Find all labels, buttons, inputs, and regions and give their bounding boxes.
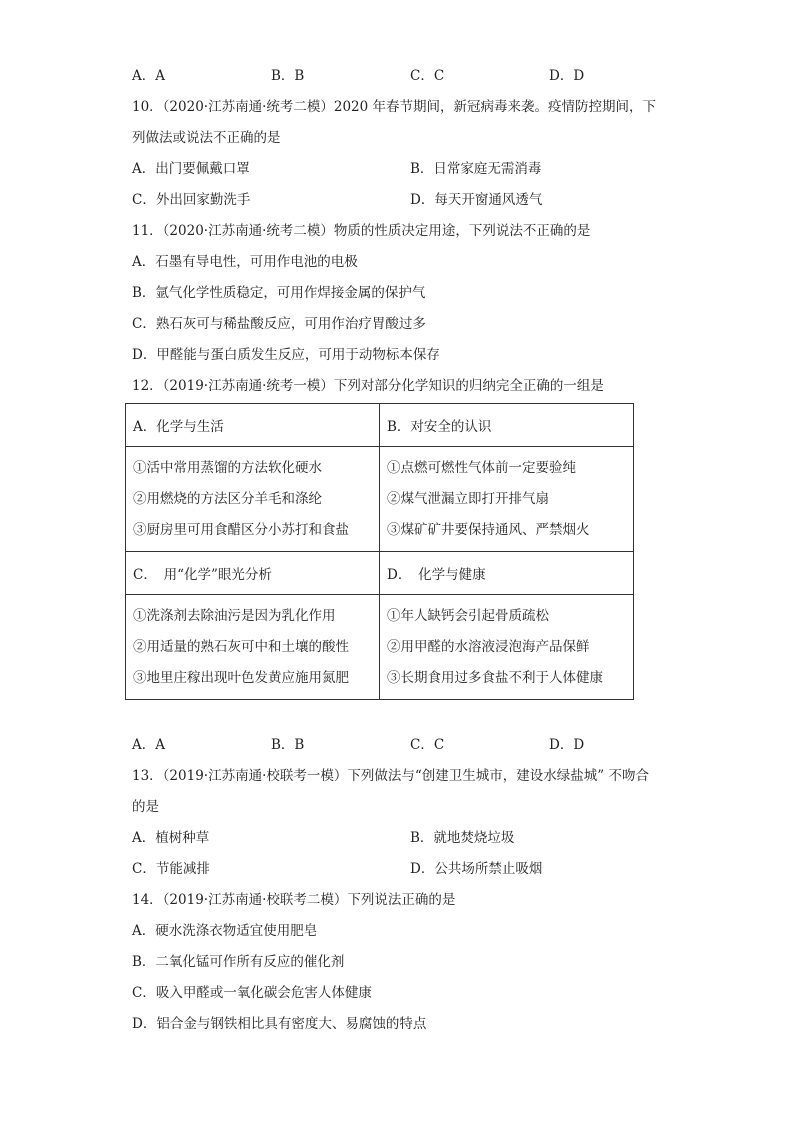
table-a-item-3: ③厨房里可用食醋区分小苏打和食盐 xyxy=(133,521,349,538)
q12-knowledge-table xyxy=(125,403,634,700)
table-cell-c xyxy=(126,595,380,700)
q14-option-b: B．二氧化锰可作所有反应的催化剂 xyxy=(132,954,345,970)
table-head-d: D． 化学与健康 xyxy=(380,552,634,595)
table-a-item-1: ①活中常用蒸馏的方法软化硬水 xyxy=(133,459,322,476)
q13-stem-line1: 13．（2019·江苏南通·校联考一模）下列做法与“创建卫生城市，建设水绿盐城” 不吻合 xyxy=(132,768,649,784)
table-c-item-1: ①洗涤剂去除油污是因为乳化作用 xyxy=(133,607,336,624)
table-cell-d xyxy=(380,595,634,700)
q11-option-c: C．熟石灰可与稀盐酸反应，可用作治疗胃酸过多 xyxy=(132,316,426,332)
table-head-b: B．对安全的认识 xyxy=(380,404,634,447)
q12-stem: 12．（2019·江苏南通·统考一模）下列对部分化学知识的归纳完全正确的一组是 xyxy=(132,378,604,394)
q10-option-d: D．每天开窗通风透气 xyxy=(410,192,543,208)
q10-option-c: C．外出回家勤洗手 xyxy=(132,192,251,208)
table-c-item-3: ③地里庄稼出现叶色发黄应施用氮肥 xyxy=(133,669,349,686)
table-head-c: C． 用“化学”眼光分析 xyxy=(126,552,380,595)
q10-stem-line1: 10．（2020·江苏南通·统考二模）2020 年春节期间，新冠病毒来袭。疫情防控期间，下 xyxy=(132,99,657,115)
q10-option-b: B．日常家庭无需消毒 xyxy=(410,161,542,177)
q14-option-d: D．铝合金与钢铁相比具有密度大、易腐蚀的特点 xyxy=(132,1016,427,1032)
table-d-item-1: ①年人缺钙会引起骨质疏松 xyxy=(387,607,549,624)
q13-option-d: D．公共场所禁止吸烟 xyxy=(410,861,543,877)
q11-option-a: A．石墨有导电性，可用作电池的电极 xyxy=(132,254,358,270)
table-a-item-2: ②用燃烧的方法区分羊毛和涤纶 xyxy=(133,490,322,507)
q13-option-b: B．就地焚烧垃圾 xyxy=(410,830,515,846)
q13-stem-line2: 的是 xyxy=(132,799,159,815)
table-head-a: A．化学与生活 xyxy=(126,404,380,447)
q12-option-c: C．C xyxy=(410,737,445,753)
q9-option-d: D．D xyxy=(549,68,585,84)
q13-option-a: A．植树种草 xyxy=(132,830,210,846)
q14-option-c: C．吸入甲醛或一氧化碳会危害人体健康 xyxy=(132,985,372,1001)
q13-option-c: C．节能减排 xyxy=(132,861,210,877)
table-c-item-2: ②用适量的熟石灰可中和土壤的酸性 xyxy=(133,638,349,655)
table-b-item-2: ②煤气泄漏立即打开排气扇 xyxy=(387,490,549,507)
q12-option-a: A．A xyxy=(132,737,165,753)
q9-option-b: B．B xyxy=(271,68,305,84)
q12-option-b: B．B xyxy=(271,737,305,753)
q12-option-d: D．D xyxy=(549,737,585,753)
q9-option-a: A．A xyxy=(132,68,165,84)
q10-option-a: A．出门要佩戴口罩 xyxy=(132,161,250,177)
table-b-item-3: ③煤矿矿井要保持通风、严禁烟火 xyxy=(387,521,590,538)
q11-option-d: D．甲醛能与蛋白质发生反应，可用于动物标本保存 xyxy=(132,347,440,363)
table-d-item-3: ③长期食用过多食盐不利于人体健康 xyxy=(387,669,603,686)
q14-option-a: A．硬水洗涤衣物适宜使用肥皂 xyxy=(132,923,318,939)
table-d-item-2: ②用甲醛的水溶液浸泡海产品保鲜 xyxy=(387,638,590,655)
q10-stem-line2: 列做法或说法不正确的是 xyxy=(132,130,281,146)
table-cell-b xyxy=(380,447,634,552)
table-b-item-1: ①点燃可燃性气体前一定要验纯 xyxy=(387,459,576,476)
q11-stem: 11．（2020·江苏南通·统考二模）物质的性质决定用途，下列说法不正确的是 xyxy=(132,223,591,239)
table-cell-a xyxy=(126,447,380,552)
q14-stem: 14．（2019·江苏南通·校联考二模）下列说法正确的是 xyxy=(132,892,456,908)
q9-option-c: C．C xyxy=(410,68,445,84)
q11-option-b: B．氩气化学性质稳定，可用作焊接金属的保护气 xyxy=(132,285,426,301)
